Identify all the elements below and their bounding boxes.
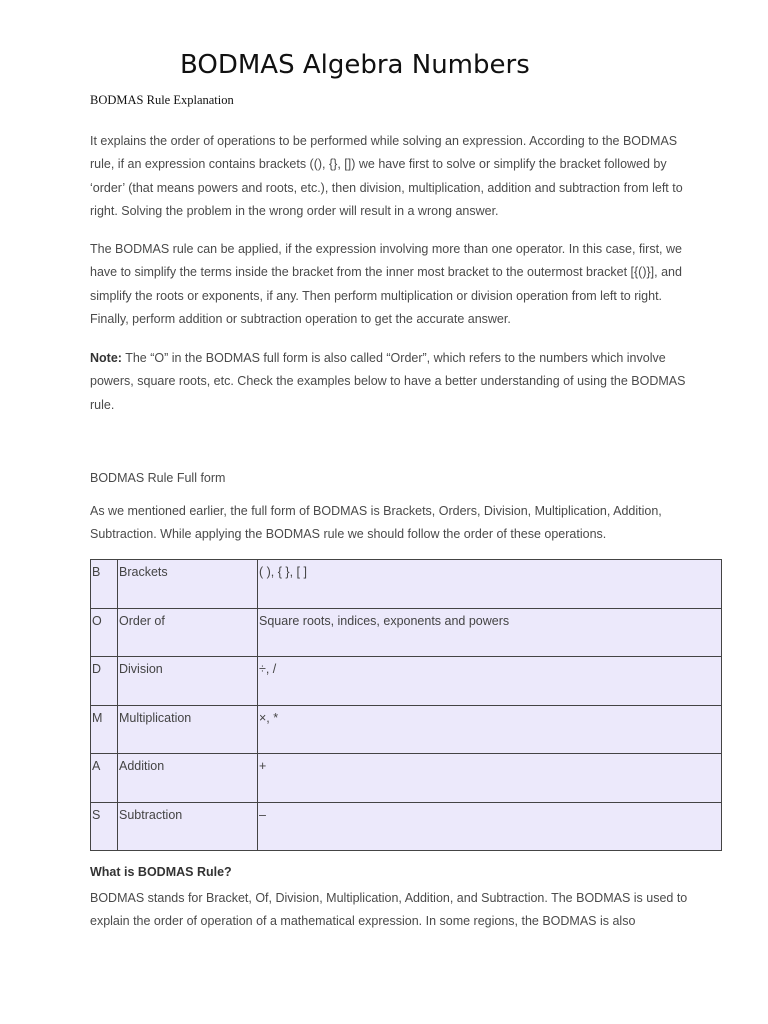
table-cell-letter: S — [91, 802, 118, 851]
table-cell-name: Brackets — [118, 560, 258, 609]
document-title: BODMAS Algebra Numbers — [180, 50, 530, 80]
table-cell-letter: O — [91, 608, 118, 657]
paragraph-full-form: As we mentioned earlier, the full form of BODMAS is Brackets, Orders, Division, Multiplication, Addition, Subtraction. While applying the BODMAS rule we should follow the order of these operations. — [90, 504, 662, 542]
table-row — [91, 608, 722, 657]
table-row — [91, 560, 722, 609]
document-subtitle: BODMAS Rule Explanation — [90, 93, 234, 107]
table-cell-name: Division — [118, 657, 258, 706]
table-cell-symbols: + — [258, 754, 722, 803]
what-is-heading: What is BODMAS Rule? — [90, 865, 232, 879]
table-cell-name: Multiplication — [118, 705, 258, 754]
full-form-heading: BODMAS Rule Full form — [90, 471, 226, 485]
table-cell-symbols: Square roots, indices, exponents and powers — [258, 608, 722, 657]
table-row — [91, 657, 722, 706]
table-cell-letter: B — [91, 560, 118, 609]
paragraph-explanation: It explains the order of operations to be performed while solving an expression. According to the BODMAS rule, if an expression contains brackets ((), {}, []) we have first to solve or simplify the bracket followed by ‘order’ (that means powers and roots, etc.), then division, multiplication, addition and subtraction from left to right. Solving the problem in the wrong order will result in a wrong answer. — [90, 134, 683, 218]
table-row — [91, 705, 722, 754]
paragraph-note — [90, 347, 690, 417]
note-text: The “O” in the BODMAS full form is also called “Order”, which refers to the numbers which involve powers, square roots, etc. Check the examples below to have a better understanding of using the BODMAS rule. — [90, 351, 686, 412]
paragraph-what-is: BODMAS stands for Bracket, Of, Division, Multiplication, Addition, and Subtraction. The BODMAS is used to explain the order of operation of a mathematical expression. In some regions, the BODMAS is also — [90, 891, 688, 929]
bodmas-table — [90, 559, 722, 851]
table-row — [91, 754, 722, 803]
table-cell-name: Order of — [118, 608, 258, 657]
table-cell-symbols: ÷, / — [258, 657, 722, 706]
table-cell-letter: D — [91, 657, 118, 706]
table-cell-symbols: – — [258, 802, 722, 851]
paragraph-application: The BODMAS rule can be applied, if the expression involving more than one operator. In this case, first, we have to simplify the terms inside the bracket from the inner most bracket to the outermost bracket [{()}], and simplify the roots or exponents, if any. Then perform multiplication or division operation from left to right. Finally, perform addition or subtraction operation to get the accurate answer. — [90, 242, 682, 326]
table-cell-name: Addition — [118, 754, 258, 803]
table-cell-symbols: ×, * — [258, 705, 722, 754]
table-cell-letter: A — [91, 754, 118, 803]
table-cell-name: Subtraction — [118, 802, 258, 851]
note-label: Note: — [90, 351, 122, 365]
table-cell-letter: M — [91, 705, 118, 754]
table-row — [91, 802, 722, 851]
table-cell-symbols: ( ), { }, [ ] — [258, 560, 722, 609]
